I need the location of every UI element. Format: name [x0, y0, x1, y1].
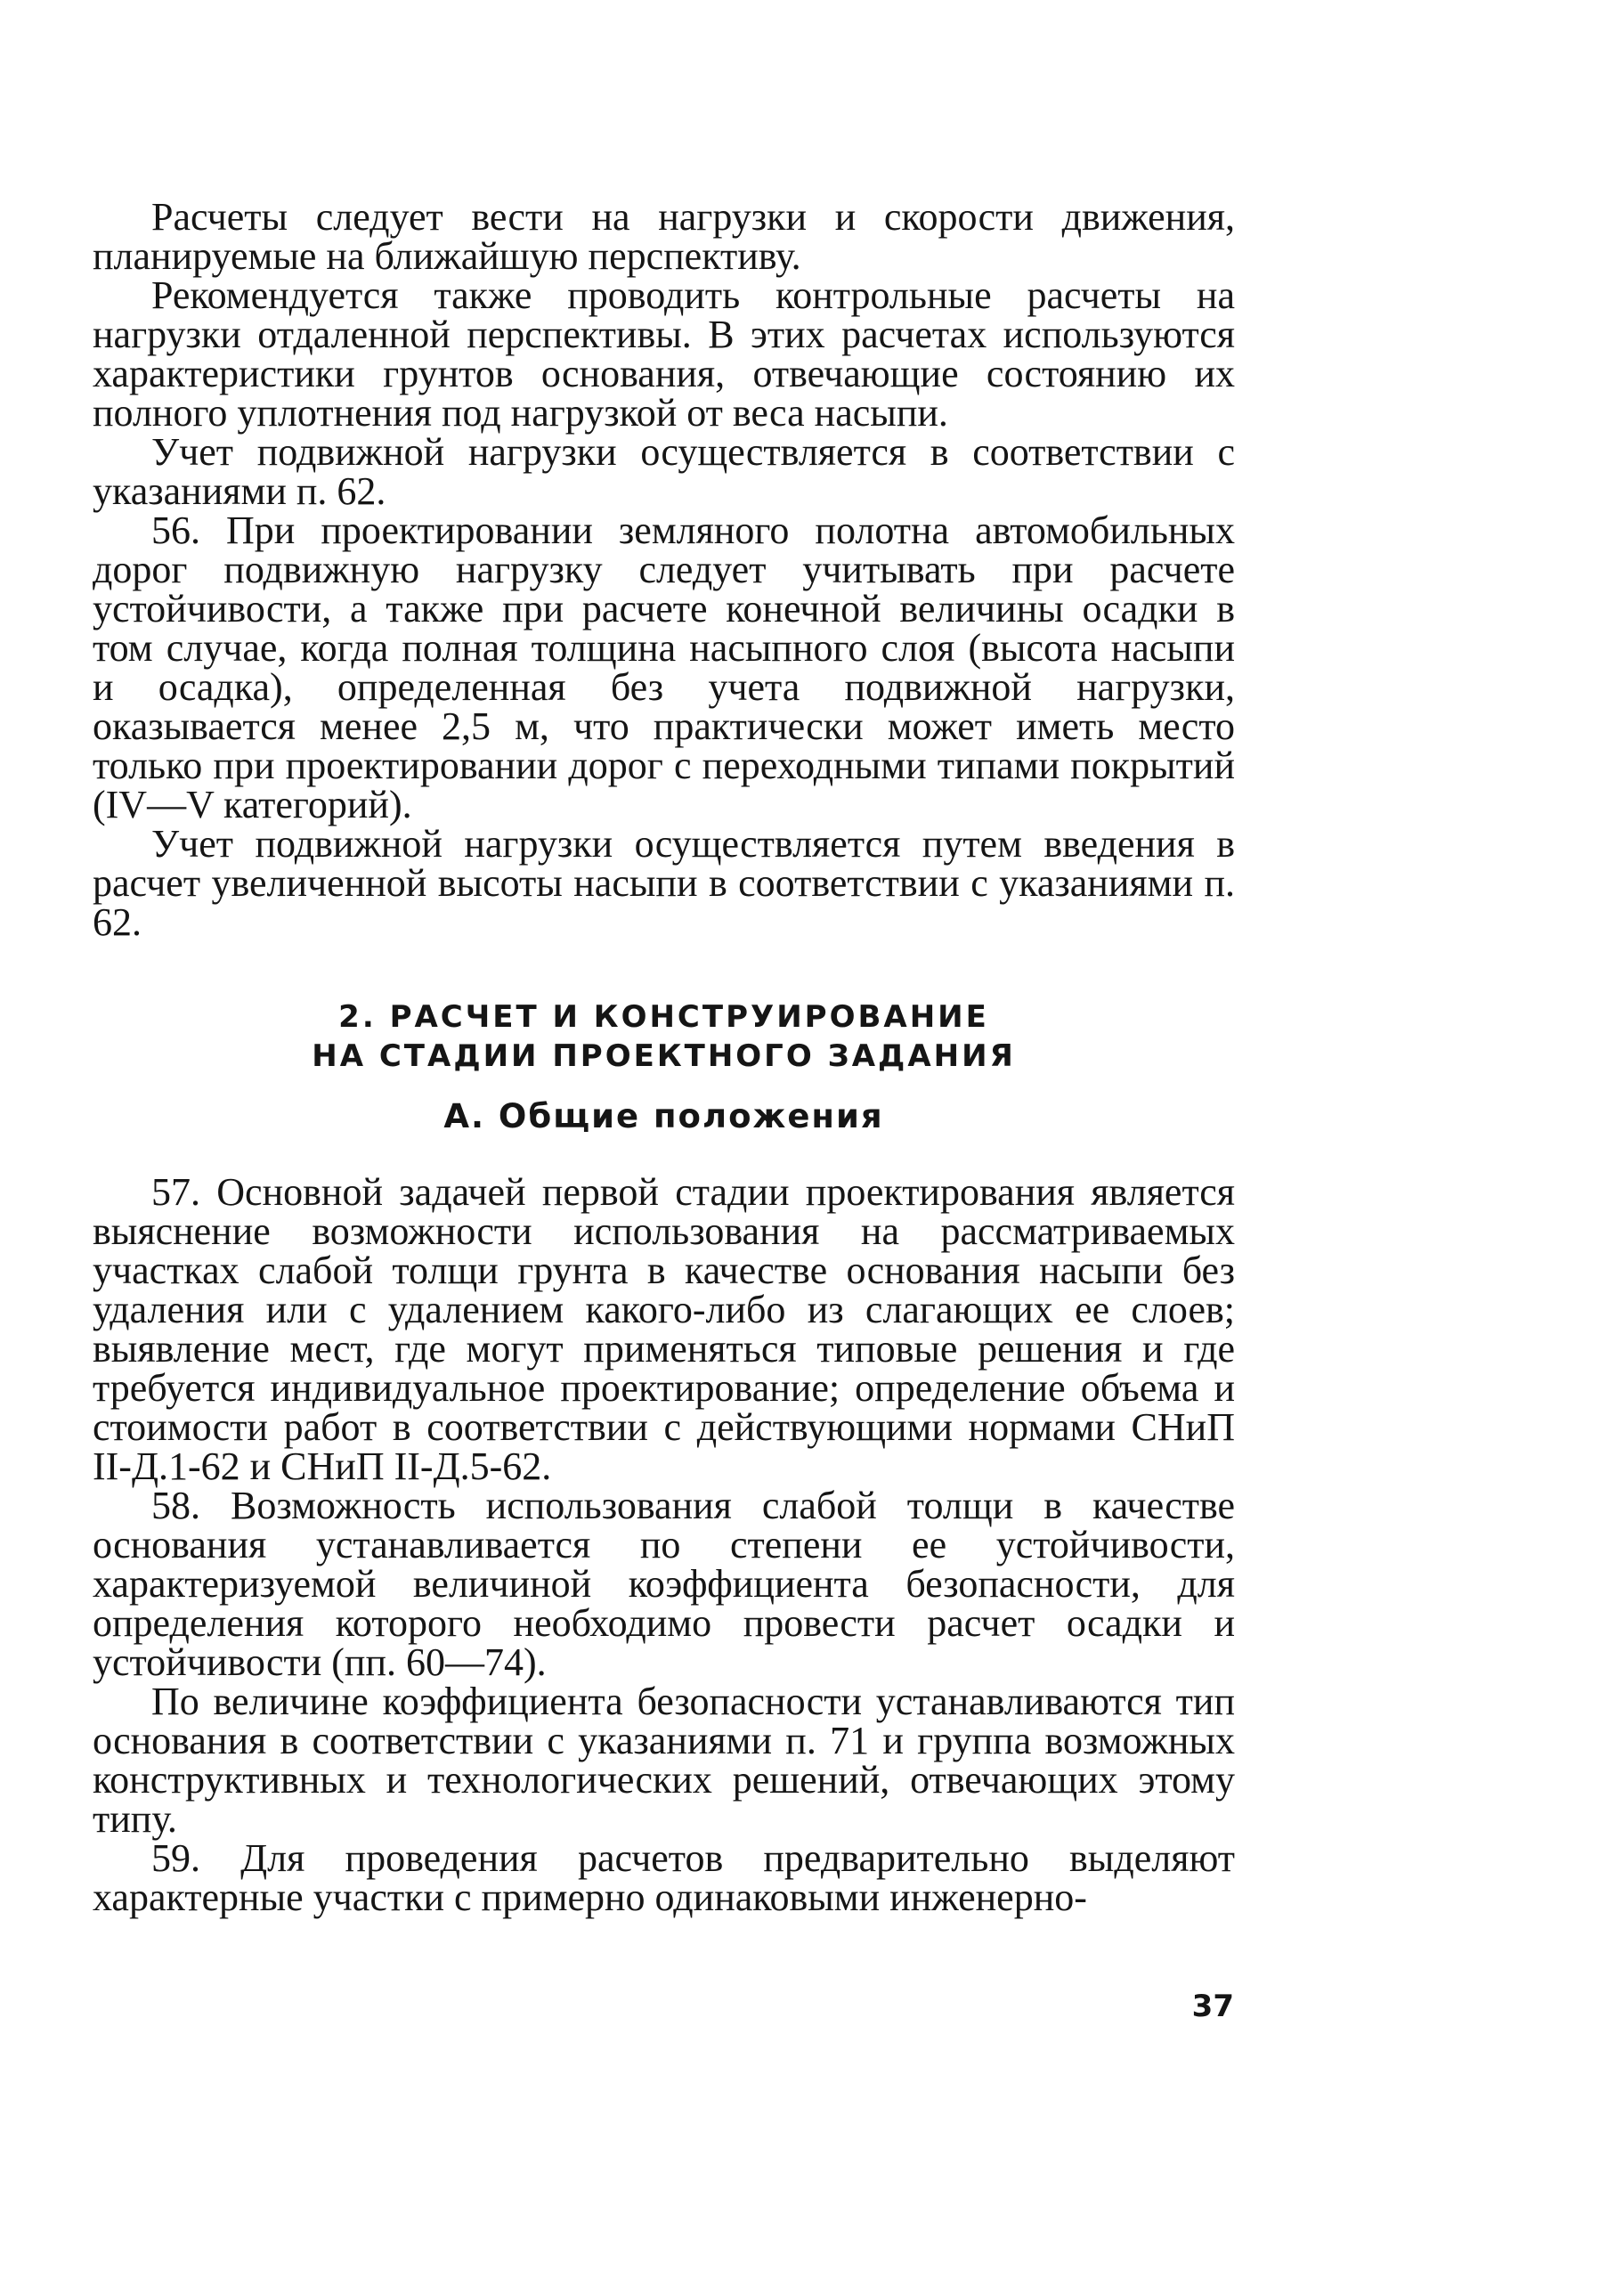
section-heading — [93, 997, 1235, 1136]
paragraph: Учет подвижной нагрузки осуществляется в соответствии с указаниями п. 62. — [93, 430, 1235, 513]
paragraph: По величине коэффициента безопасности устанавливаются тип основания в соответствии с указаниями п. 71 и группа возможных конструктивных и технологических решений, отвечающих этому типу. — [93, 1680, 1235, 1841]
paragraph: 58. Возможность использования слабой толщи в качестве основания устанавливается по степени ее устойчивости, характеризуемой величиной коэффициента безопасности, для определения которого необходимо провести расчет осадки и устойчивости (пп. 60—74). — [93, 1484, 1235, 1684]
section-title-line-1: 2. РАСЧЕТ И КОНСТРУИРОВАНИЕ — [338, 999, 989, 1035]
paragraph: Учет подвижной нагрузки осуществляется путем введения в расчет увеличенной высоты насыпи в соответствии с указаниями п. 62. — [93, 822, 1235, 944]
paragraph: Рекомендуется также проводить контрольные расчеты на нагрузки отдаленной перспективы. В этих расчетах используются характеристики грунтов основания, отвечающие состоянию их полного уплотнения под нагрузкой от веса насыпи. — [93, 273, 1235, 435]
page-number: 37 — [1191, 1989, 1234, 2024]
paragraph: Расчеты следует вести на нагрузки и скорости движения, планируемые на ближайшую перспективу. — [93, 195, 1235, 278]
paragraph: 56. При проектировании земляного полотна автомобильных дорог подвижную нагрузку следует учитывать при расчете устойчивости, а также при расчете конечной величины осадки в том случае, когда полная толщина насыпного слоя (высота насыпи и осадка), определенная без учета подвижной нагрузки, оказывается менее 2,5 м, что практически может иметь место только при проектировании дорог с переходными типами покрытий (IV—V категорий). — [93, 509, 1235, 826]
section-title-line-2: НА СТАДИИ ПРОЕКТНОГО ЗАДАНИЯ — [312, 1038, 1016, 1074]
text-block-bottom — [93, 1170, 1235, 1919]
text-block-top — [93, 195, 1235, 944]
paragraph: 57. Основной задачей первой стадии проектирования является выяснение возможности использования на рассматриваемых участках слабой толщи грунта в качестве основания насыпи без удаления или с удалением какого-либо из слагающих ее слоев; выявление мест, где могут применяться типовые решения и где требуется индивидуальное проектирование; определение объема и стоимости работ в соответствии с действующими нормами СНиП II-Д.1-62 и СНиП II-Д.5-62. — [93, 1170, 1235, 1488]
subsection-title: А. Общие положения — [443, 1097, 884, 1135]
paragraph: 59. Для проведения расчетов предварительно выделяют характерные участки с примерно одинаковыми инженерно- — [93, 1836, 1235, 1919]
